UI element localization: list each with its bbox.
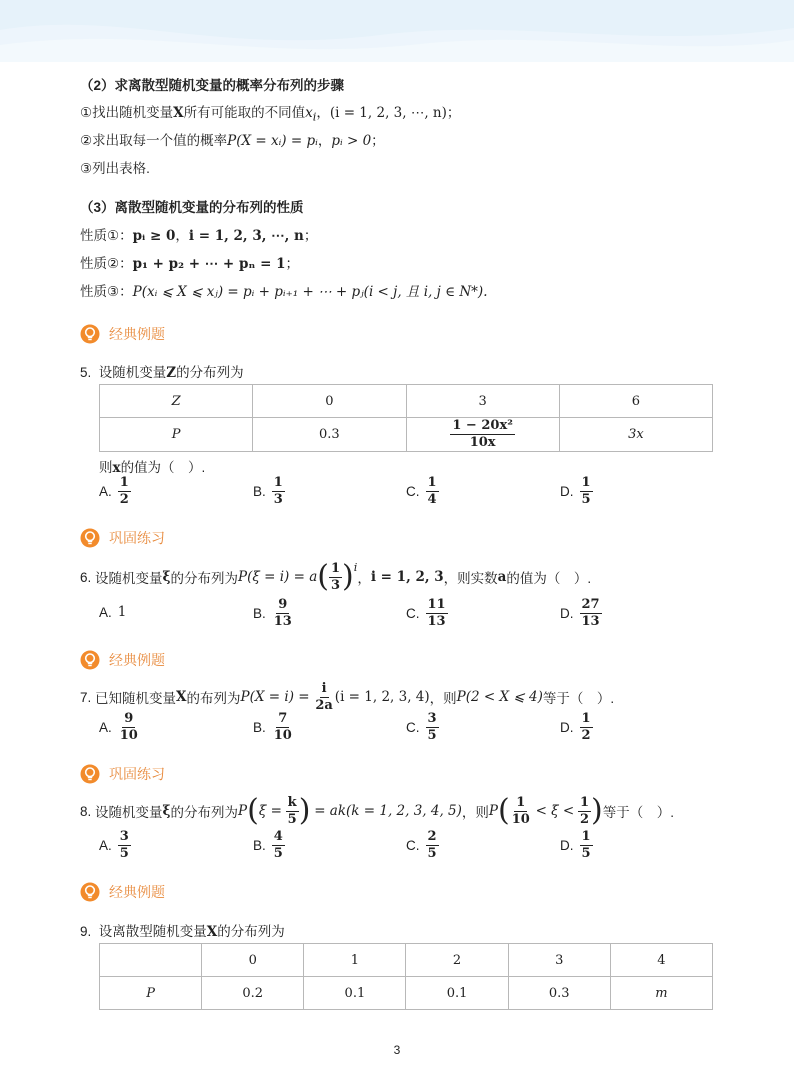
lightbulb-icon bbox=[80, 882, 100, 902]
q8-option-b[interactable]: B. $\frac{4}{5}$ bbox=[253, 829, 283, 861]
table-cell: P bbox=[100, 418, 253, 452]
table-cell: 6 bbox=[559, 385, 712, 418]
table-cell: 2 bbox=[406, 944, 508, 977]
q5-option-d[interactable]: D. $\frac{1}{5}$ bbox=[560, 475, 591, 507]
section2-step2: ②求出取每一个值的概率P(X = xᵢ) = pᵢ，pᵢ > 0； bbox=[80, 133, 385, 149]
q6-stem: 6. 设随机变量 ξ 的分布列为 P(ξ = i) = a ( $\frac{1}{3}$ ) $^i$ ， i = 1, 2, 3 ，则实数 a 的值为（ ）. bbox=[80, 559, 592, 595]
page-number: 3 bbox=[393, 1043, 401, 1057]
table-cell: 0.1 bbox=[304, 977, 406, 1010]
section2-step3: ③列出表格. bbox=[80, 161, 150, 176]
section2-title: （2）求离散型随机变量的概率分布列的步骤 bbox=[80, 78, 345, 93]
q5-question: 则x的值为（ ）. bbox=[99, 460, 206, 476]
lightbulb-icon bbox=[80, 650, 100, 670]
table-row bbox=[100, 944, 713, 977]
section3-title: （3）离散型随机变量的分布列的性质 bbox=[80, 200, 304, 215]
q5-option-b[interactable]: B. $\frac{1}{3}$ bbox=[253, 475, 283, 507]
q5-stem: 5. 设随机变量Z的分布列为 bbox=[80, 365, 244, 381]
var-X: X bbox=[173, 105, 184, 121]
section3-prop3: 性质③：P(xᵢ ⩽ X ⩽ xⱼ) = pᵢ + pᵢ₊₁ + ⋯ + pⱼ(i < j, 且 i, j ∈ N*). bbox=[80, 284, 488, 300]
table-cell bbox=[406, 418, 559, 452]
table-cell: Z bbox=[100, 385, 253, 418]
table-cell: 4 bbox=[610, 944, 712, 977]
lightbulb-icon bbox=[80, 764, 100, 784]
practice-header-1: 巩固练习 bbox=[80, 528, 165, 548]
table-cell: 0.2 bbox=[202, 977, 304, 1010]
q8-stem: 8. 设随机变量 ξ 的分布列为 P ( ξ = $\frac{k}{5}$ ) = ak(k = 1, 2, 3, 4, 5) ，则 P ( $\frac{1}{10}$ < ξ < $\frac{1}{2}$ ) 等于（ ）. bbox=[80, 793, 675, 829]
table-cell: 3x bbox=[559, 418, 712, 452]
q6-option-c[interactable]: C. $\frac{11}{13}$ bbox=[406, 597, 446, 629]
lightbulb-icon bbox=[80, 528, 100, 548]
table-cell bbox=[100, 944, 202, 977]
section3-prop1: 性质①：pᵢ ≥ 0，i = 1, 2, 3, ⋯, n； bbox=[80, 228, 318, 244]
q5-option-a[interactable]: A. $\frac{1}{2}$ bbox=[99, 475, 129, 507]
q9-distribution-table bbox=[99, 943, 713, 1010]
q8-option-c[interactable]: C. $\frac{2}{5}$ bbox=[406, 829, 437, 861]
q6-option-b[interactable]: B. $\frac{9}{13}$ bbox=[253, 597, 292, 629]
table-row bbox=[100, 418, 713, 452]
header-wave-decoration bbox=[0, 0, 794, 62]
table-cell: 0.1 bbox=[406, 977, 508, 1010]
q7-option-a[interactable]: A. $\frac{9}{10}$ bbox=[99, 711, 138, 743]
table-cell: 0.3 bbox=[253, 418, 406, 452]
table-cell: 0 bbox=[253, 385, 406, 418]
q7-option-c[interactable]: C. $\frac{3}{5}$ bbox=[406, 711, 437, 743]
table-cell: 3 bbox=[508, 944, 610, 977]
example-header-3: 经典例题 bbox=[80, 882, 165, 902]
q7-option-d[interactable]: D. $\frac{1}{2}$ bbox=[560, 711, 591, 743]
practice-header-2: 巩固练习 bbox=[80, 764, 165, 784]
table-cell: 0.3 bbox=[508, 977, 610, 1010]
table-cell: 3 bbox=[406, 385, 559, 418]
table-cell: 1 bbox=[304, 944, 406, 977]
q6-option-d[interactable]: D. $\frac{27}{13}$ bbox=[560, 597, 600, 629]
q5-fraction: $\frac{\text{1 − 20x²}}{10x}$ bbox=[452, 418, 513, 450]
section2-step1: ①找出随机变量X所有可能取的不同值$x_i$，(i = 1, 2, 3, ⋯, n)； bbox=[80, 105, 461, 124]
q5-distribution-table bbox=[99, 384, 713, 452]
q9-stem: 9. 设离散型随机变量X的分布列为 bbox=[80, 924, 285, 940]
q7-option-b[interactable]: B. $\frac{7}{10}$ bbox=[253, 711, 292, 743]
example-header-2: 经典例题 bbox=[80, 650, 165, 670]
example-title: 经典例题 bbox=[109, 326, 165, 342]
q6-option-a[interactable]: A. 1 bbox=[99, 604, 127, 620]
q8-option-a[interactable]: A. $\frac{3}{5}$ bbox=[99, 829, 129, 861]
q7-stem: 7. 已知随机变量 X 的布列为 P(X = i) = $\frac{i}{2a}$ (i = 1, 2, 3, 4) ，则 P(2 < X ⩽ 4) 等于（ ）. bbox=[80, 681, 615, 713]
table-cell: m bbox=[610, 977, 712, 1010]
table-cell: 0 bbox=[202, 944, 304, 977]
lightbulb-icon bbox=[80, 324, 100, 344]
example-header-1 bbox=[80, 324, 165, 344]
table-cell: P bbox=[100, 977, 202, 1010]
section3-prop2: 性质②：p₁ + p₂ + ⋯ + pₙ = 1； bbox=[80, 256, 299, 272]
q5-option-c[interactable]: C. $\frac{1}{4}$ bbox=[406, 475, 437, 507]
table-row bbox=[100, 977, 713, 1010]
table-row bbox=[100, 385, 713, 418]
q8-option-d[interactable]: D. $\frac{1}{5}$ bbox=[560, 829, 591, 861]
